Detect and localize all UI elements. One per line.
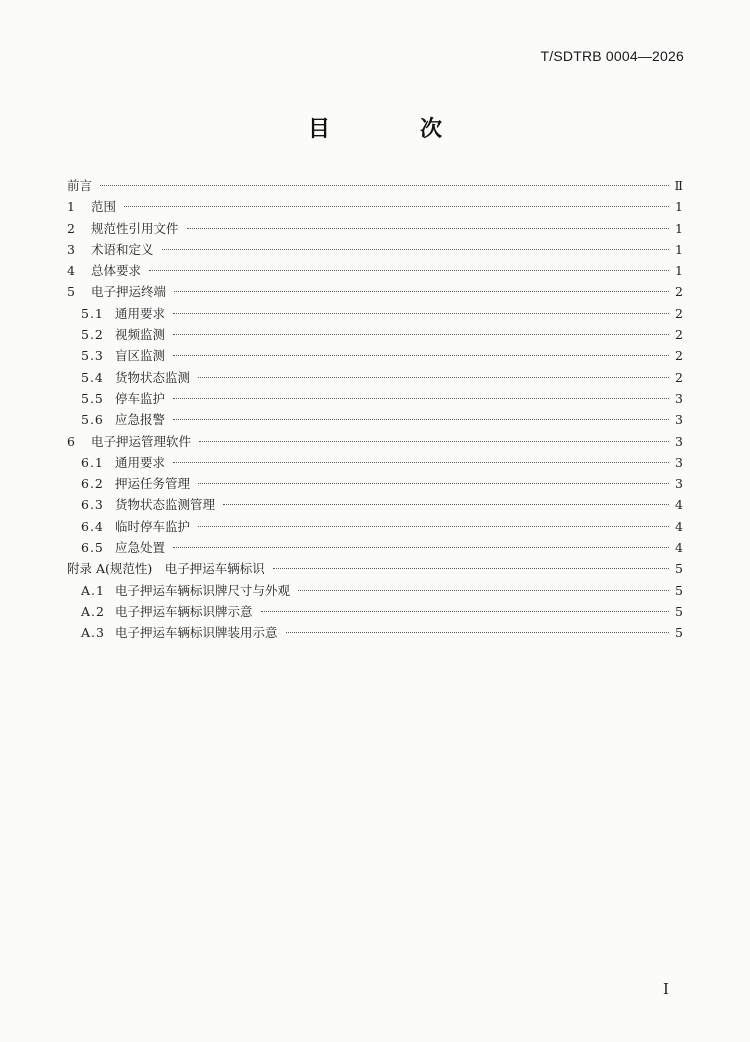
- toc-entry-label: 应急处置: [115, 540, 166, 556]
- toc-entry[interactable]: [67, 601, 683, 622]
- toc-entry-page: 3: [675, 476, 683, 492]
- toc-entry-page: 3: [675, 433, 683, 449]
- toc-entry[interactable]: [67, 622, 683, 643]
- toc-entry-page: 1: [675, 220, 683, 236]
- toc-entry[interactable]: [67, 409, 683, 430]
- toc-entry-label: 货物状态监测管理: [115, 497, 216, 513]
- toc-leader-dots: [198, 483, 669, 484]
- toc-entry-page: 4: [675, 518, 683, 534]
- toc-leader-dots: [173, 398, 669, 399]
- toc-entry-page: 3: [675, 390, 683, 406]
- toc-entry-label: 附录 A(规范性) 电子押运车辆标识: [67, 561, 265, 577]
- toc-entry-number: 5.5: [81, 390, 104, 406]
- toc-entry-page: 5: [675, 582, 683, 598]
- toc-entry-label: 电子押运终端: [91, 284, 167, 300]
- toc-entry-label: 押运任务管理: [115, 476, 191, 492]
- toc-leader-dots: [173, 313, 669, 314]
- toc-entry-page: 5: [675, 561, 683, 577]
- table-of-contents: [67, 175, 683, 644]
- toc-entry[interactable]: [67, 580, 683, 601]
- toc-entry-number: 5.1: [81, 305, 104, 321]
- toc-entry-page: 4: [675, 540, 683, 556]
- toc-leader-dots: [173, 419, 669, 420]
- toc-entry-label: 电子押运管理软件: [91, 433, 192, 449]
- toc-entry-number: 5.2: [81, 327, 104, 343]
- toc-entry-page: 2: [675, 284, 683, 300]
- toc-leader-dots: [124, 206, 669, 207]
- standard-code: T/SDTRB 0004—2026: [540, 48, 684, 64]
- toc-entry-label: 范围: [91, 199, 117, 215]
- toc-entry-label: 术语和定义: [91, 241, 154, 257]
- toc-entry-label: 电子押运车辆标识牌装用示意: [115, 625, 278, 641]
- toc-leader-dots: [286, 632, 669, 633]
- toc-entry-label: 电子押运车辆标识牌尺寸与外观: [115, 582, 291, 598]
- toc-entry-number: 6: [67, 433, 75, 449]
- toc-entry-page: Ⅱ: [674, 178, 683, 193]
- toc-entry-label: 临时停车监护: [115, 518, 191, 534]
- toc-entry-number: 6.2: [81, 476, 104, 492]
- toc-entry-number: A.1: [81, 582, 105, 598]
- toc-leader-dots: [223, 504, 669, 505]
- toc-entry-page: 3: [675, 454, 683, 470]
- toc-entry-label: 盲区监测: [115, 348, 166, 364]
- toc-entry-label: 前言: [67, 178, 93, 193]
- toc-entry-label: 总体要求: [91, 263, 142, 279]
- toc-entry[interactable]: [67, 239, 683, 260]
- toc-entry[interactable]: [67, 516, 683, 537]
- toc-entry[interactable]: [67, 175, 683, 196]
- toc-entry-page: 3: [675, 412, 683, 428]
- toc-leader-dots: [298, 590, 669, 591]
- toc-entry-number: 1: [67, 199, 75, 215]
- toc-leader-dots: [187, 228, 669, 229]
- toc-entry-number: A.3: [81, 625, 105, 641]
- toc-entry[interactable]: [67, 260, 683, 281]
- toc-leader-dots: [198, 377, 669, 378]
- toc-entry-number: 6.3: [81, 497, 104, 513]
- toc-entry-page: 2: [675, 369, 683, 385]
- toc-leader-dots: [198, 526, 669, 527]
- toc-leader-dots: [149, 270, 669, 271]
- toc-entry[interactable]: [67, 367, 683, 388]
- toc-entry-number: 6.1: [81, 454, 104, 470]
- toc-leader-dots: [199, 441, 669, 442]
- toc-leader-dots: [173, 547, 669, 548]
- toc-entry[interactable]: [67, 388, 683, 409]
- toc-entry[interactable]: [67, 537, 683, 558]
- toc-entry-number: A.2: [81, 603, 105, 619]
- toc-entry-number: 4: [67, 263, 75, 279]
- toc-entry-number: 5.6: [81, 412, 104, 428]
- toc-leader-dots: [273, 568, 669, 569]
- toc-entry-label: 通用要求: [115, 454, 166, 470]
- toc-leader-dots: [173, 355, 669, 356]
- toc-entry-page: 2: [675, 305, 683, 321]
- toc-entry[interactable]: [67, 494, 683, 515]
- toc-entry-label: 规范性引用文件: [91, 220, 179, 236]
- toc-entry[interactable]: [67, 303, 683, 324]
- toc-entry-label: 电子押运车辆标识牌示意: [115, 603, 253, 619]
- toc-entry[interactable]: [67, 452, 683, 473]
- toc-entry-page: 2: [675, 327, 683, 343]
- toc-leader-dots: [100, 185, 668, 186]
- toc-entry[interactable]: [67, 473, 683, 494]
- toc-leader-dots: [261, 611, 669, 612]
- toc-entry-number: 5.3: [81, 348, 104, 364]
- toc-entry-number: 3: [67, 241, 75, 257]
- toc-entry-page: 5: [675, 603, 683, 619]
- toc-leader-dots: [162, 249, 669, 250]
- toc-entry[interactable]: [67, 345, 683, 366]
- toc-leader-dots: [173, 334, 669, 335]
- page-title: 目 次: [307, 116, 476, 142]
- page-folio: Ⅰ: [663, 980, 669, 998]
- toc-entry-page: 5: [675, 625, 683, 641]
- toc-entry-number: 5.4: [81, 369, 104, 385]
- toc-entry-number: 6.5: [81, 540, 104, 556]
- toc-entry-label: 通用要求: [115, 305, 166, 321]
- toc-entry-number: 5: [67, 284, 75, 300]
- toc-entry-label: 视频监测: [115, 327, 166, 343]
- toc-leader-dots: [174, 291, 669, 292]
- toc-entry-page: 1: [675, 241, 683, 257]
- toc-entry-label: 停车监护: [115, 390, 166, 406]
- toc-entry-page: 2: [675, 348, 683, 364]
- toc-leader-dots: [173, 462, 669, 463]
- toc-entry-label: 应急报警: [115, 412, 166, 428]
- toc-entry-page: 4: [675, 497, 683, 513]
- toc-entry-number: 6.4: [81, 518, 104, 534]
- toc-entry[interactable]: [67, 281, 683, 302]
- toc-entry[interactable]: [67, 324, 683, 345]
- toc-entry[interactable]: [67, 431, 683, 452]
- toc-entry[interactable]: [67, 558, 683, 579]
- toc-entry[interactable]: [67, 218, 683, 239]
- toc-entry-label: 货物状态监测: [115, 369, 191, 385]
- toc-entry-page: 1: [675, 199, 683, 215]
- toc-entry-page: 1: [675, 263, 683, 279]
- toc-entry[interactable]: [67, 196, 683, 217]
- toc-entry-number: 2: [67, 220, 75, 236]
